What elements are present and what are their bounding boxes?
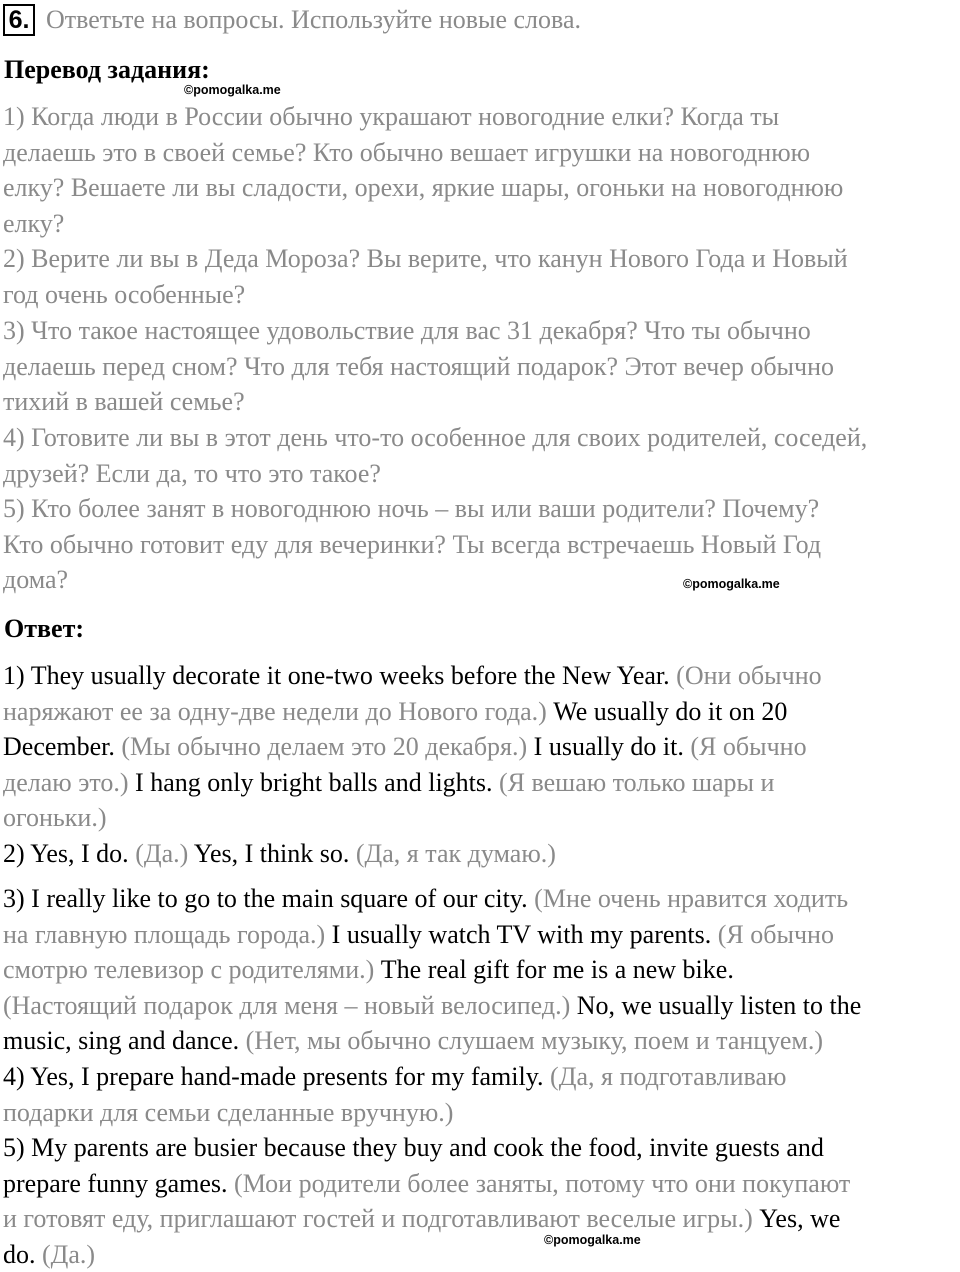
answer-3: 3) I really like to go to the main square of our city. (Мне очень нравится ходить на главную площадь города.) I usually watch TV with my parents. (Я обычно смотрю телевизор с родителями.) The real gift for me is a new bike. (Настоящий подарок для меня – новый велосипед.) No, we usually listen to the music, sing and dance. (Нет, мы обычно слушаем музыку, поем и танцуем.)	[3, 884, 862, 1055]
answer-4: 4) Yes, I prepare hand-made presents for my family. (Да, я подготавливаю подарки для семьи сделанные вручную.)	[3, 1062, 787, 1127]
watermark-top: ©pomogalka.me	[184, 83, 281, 97]
task-instruction: Ответьте на вопросы. Используйте новые слова.	[46, 5, 582, 34]
translation-heading: Перевод задания:	[4, 55, 210, 84]
exercise-number: 6.	[3, 4, 35, 36]
answer-heading: Ответ:	[4, 614, 85, 643]
question-4: 4) Готовите ли вы в этот день что-то особенное для своих родителей, соседей, друзей? Если да, то что это такое?	[3, 423, 868, 488]
watermark-bottom: ©pomogalka.me	[544, 1233, 641, 1247]
answer-5: 5) My parents are busier because they buy and cook the food, invite guests and prepare funny games. (Мои родители более заняты, потому что они покупают и готовят еду, приглашают гостей и подготавливают веселые игры.) Yes, we do. (Да.)	[3, 1133, 851, 1269]
watermark-middle: ©pomogalka.me	[683, 577, 780, 591]
question-5: 5) Кто более занят в новогоднюю ночь – вы или ваши родители? Почему? Кто обычно готовит еду для вечеринки? Ты всегда встречаешь Новый Год дома?	[3, 494, 822, 594]
question-3: 3) Что такое настоящее удовольствие для вас 31 декабря? Что ты обычно делаешь перед сном? Что для тебя настоящий подарок? Этот вечер обычно тихий в вашей семье?	[3, 316, 835, 416]
question-1: 1) Когда люди в России обычно украшают новогодние елки? Когда ты делаешь это в своей семье? Кто обычно вешает игрушки на новогоднюю елку? Вешаете ли вы сладости, орехи, яркие шары, огоньки на новогоднюю елку?	[3, 102, 844, 238]
question-2: 2) Верите ли вы в Деда Мороза? Вы верите, что канун Нового Года и Новый год очень особенные?	[3, 244, 848, 309]
answer-1: 1) They usually decorate it one-two weeks before the New Year. (Они обычно наряжают ее за одну-две недели до Нового года.) We usually do it on 20 December. (Мы обычно делаем это 20 декабря.) I usually do it. (Я обычно делаю это.) I hang only bright balls and lights. (Я вешаю только шары и огоньки.)	[3, 661, 822, 832]
answer-2: 2) Yes, I do. (Да.) Yes, I think so. (Да, я так думаю.)	[3, 839, 556, 868]
